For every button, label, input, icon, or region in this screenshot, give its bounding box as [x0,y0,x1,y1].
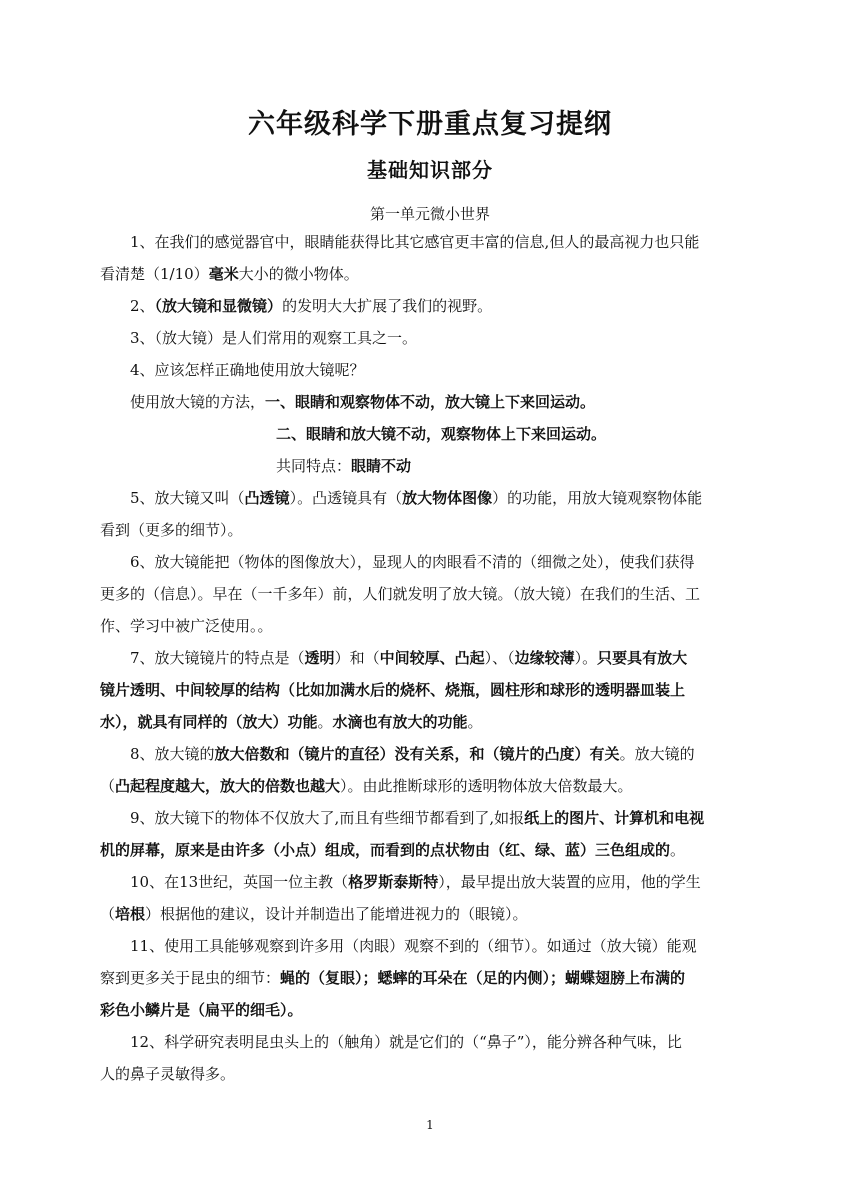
text-line [100,930,765,962]
text-line [100,290,765,322]
text-line [100,322,765,354]
text-segment: 3、（放大镜）是人们常用的观察工具之一。 [130,329,418,347]
bold-text: 透明 [304,649,335,667]
text-line [100,610,765,642]
text-line [100,962,765,994]
text-line [100,1026,765,1058]
text-segment: （ [100,905,116,923]
text-segment: 看清楚（1/10） [100,265,209,283]
text-line [100,386,765,418]
text-segment: ）和（ [334,649,380,667]
text-line [100,450,765,482]
text-segment: （ [100,777,116,795]
text-line [100,354,765,386]
bold-text: 眼睛不动 [351,457,412,475]
text-line [100,738,765,770]
bold-text: 水），就具有同样的（放大）功能 [100,713,318,731]
bold-text: 一、眼睛和观察物体不动，放大镜上下来回运动。 [265,393,596,411]
bold-text: 放大倍数和（镜片的直径）没有关系，和（镜片的凸度）有关 [214,745,620,763]
text-segment: 。 [670,841,686,859]
text-segment: 1、在我们的感觉器官中，眼睛能获得比其它感官更丰富的信息,但人的最高视力也只能 [130,233,700,251]
bold-text: 中间较厚、凸起 [379,649,485,667]
bold-text: 蝇的（复眼）；蟋蟀的耳朵在（足的内侧）；蝴蝶翅膀上布满的 [280,969,686,987]
bold-text: 纸上的图片、计算机和电视 [524,809,705,827]
document-subtitle: 基础知识部分 [367,158,493,182]
text-segment: 。放大镜的 [619,745,695,763]
text-line [100,546,765,578]
bold-text: 凸起程度越大，放大的倍数也越大 [115,777,341,795]
text-segment: 11、使用工具能够观察到许多用（肉眼）观察不到的（细节）。如通过（放大镜）能观 [130,937,697,955]
bold-text: 彩色小鳞片是（扁平的细毛）。 [100,1001,303,1019]
text-line [100,770,765,802]
text-line [100,1058,765,1090]
text-segment: 大小的微小物体。 [238,265,359,283]
bold-text: 格罗斯泰斯特 [348,873,439,891]
text-segment: ）。 [574,649,598,667]
text-line [100,642,765,674]
page-number: 1 [426,1118,434,1132]
text-segment: 共同特点： [276,457,352,475]
text-line [100,578,765,610]
text-segment: 察到更多关于昆虫的细节： [100,969,281,987]
text-segment: ）的功能，用放大镜观察物体能 [492,489,703,507]
text-line [100,898,765,930]
document-title: 六年级科学下册重点复习提纲 [248,109,612,140]
bold-text: 放大物体图像 [402,489,493,507]
text-segment: 6、放大镜能把（物体的图像放大），显现人的肉眼看不清的（细微之处），使我们获得 [130,553,695,571]
text-segment: ）、（ [484,649,515,667]
text-segment: 8、放大镜的 [130,745,215,763]
text-segment: 使用放大镜的方法， [130,393,266,411]
text-line [100,706,765,738]
text-line [100,834,765,866]
text-segment: 的发明大大扩展了我们的视野。 [282,297,493,315]
text-segment: 12、科学研究表明昆虫头上的（触角）就是它们的（“鼻子”），能分辨各种气味，比 [130,1033,682,1051]
bold-text: 只要具有放大 [597,649,688,667]
text-line [100,674,765,706]
bold-text: 机的屏幕，原来是由许多（小点）组成，而看到的点状物由（红、绿、蓝）三色组成的 [100,841,671,859]
text-line [100,226,765,258]
document-body [100,226,765,1090]
text-segment: 9、放大镜下的物体不仅放大了,而且有些细节都看到了,如报 [130,809,525,827]
text-line [100,514,765,546]
text-segment: 作、学习中被广泛使用。。 [100,617,273,635]
bold-text: （放大镜和显微镜） [154,297,283,315]
text-segment: 人的鼻子灵敏得多。 [100,1065,236,1083]
unit-heading: 第一单元微小世界 [369,205,490,223]
text-line [100,418,765,450]
text-segment: ）。凸透镜具有（ [289,489,403,507]
text-segment: 看到（更多的细节）。 [100,521,243,539]
bold-text: 二、眼睛和放大镜不动，观察物体上下来回运动。 [276,425,607,443]
bold-text: 镜片透明、中间较厚的结构（比如加满水后的烧杯、烧瓶，圆柱形和球形的透明器皿装上 [100,681,686,699]
text-line [100,482,765,514]
text-segment: 更多的（信息）。早在（一千多年）前，人们就发明了放大镜。（放大镜）在我们的生活、工 [100,585,701,603]
text-line [100,802,765,834]
text-segment: 4、应该怎样正确地使用放大镜呢？ [130,361,365,379]
bold-text: 水滴也有放大的功能 [332,713,468,731]
bold-text: 培根 [115,905,146,923]
text-segment: 7、放大镜镜片的特点是（ [130,649,305,667]
text-segment: 2、 [130,297,155,315]
text-segment: ）根据他的建议，设计并制造出了能增进视力的（眼镜）。 [145,905,528,923]
text-segment: ），最早提出放大装置的应用，他的学生 [438,873,701,891]
text-segment: 。 [317,713,333,731]
text-segment: ）。由此推断球形的透明物体放大倍数最大。 [340,777,633,795]
bold-text: 边缘较薄 [514,649,575,667]
text-line [100,866,765,898]
text-segment: 10、在13世纪，英国一位主教（ [130,873,349,891]
bold-text: 毫米 [208,265,239,283]
text-segment: 5、放大镜又叫（ [130,489,245,507]
text-segment: 。 [467,713,483,731]
text-line [100,258,765,290]
bold-text: 凸透镜 [244,489,290,507]
text-line [100,994,765,1026]
